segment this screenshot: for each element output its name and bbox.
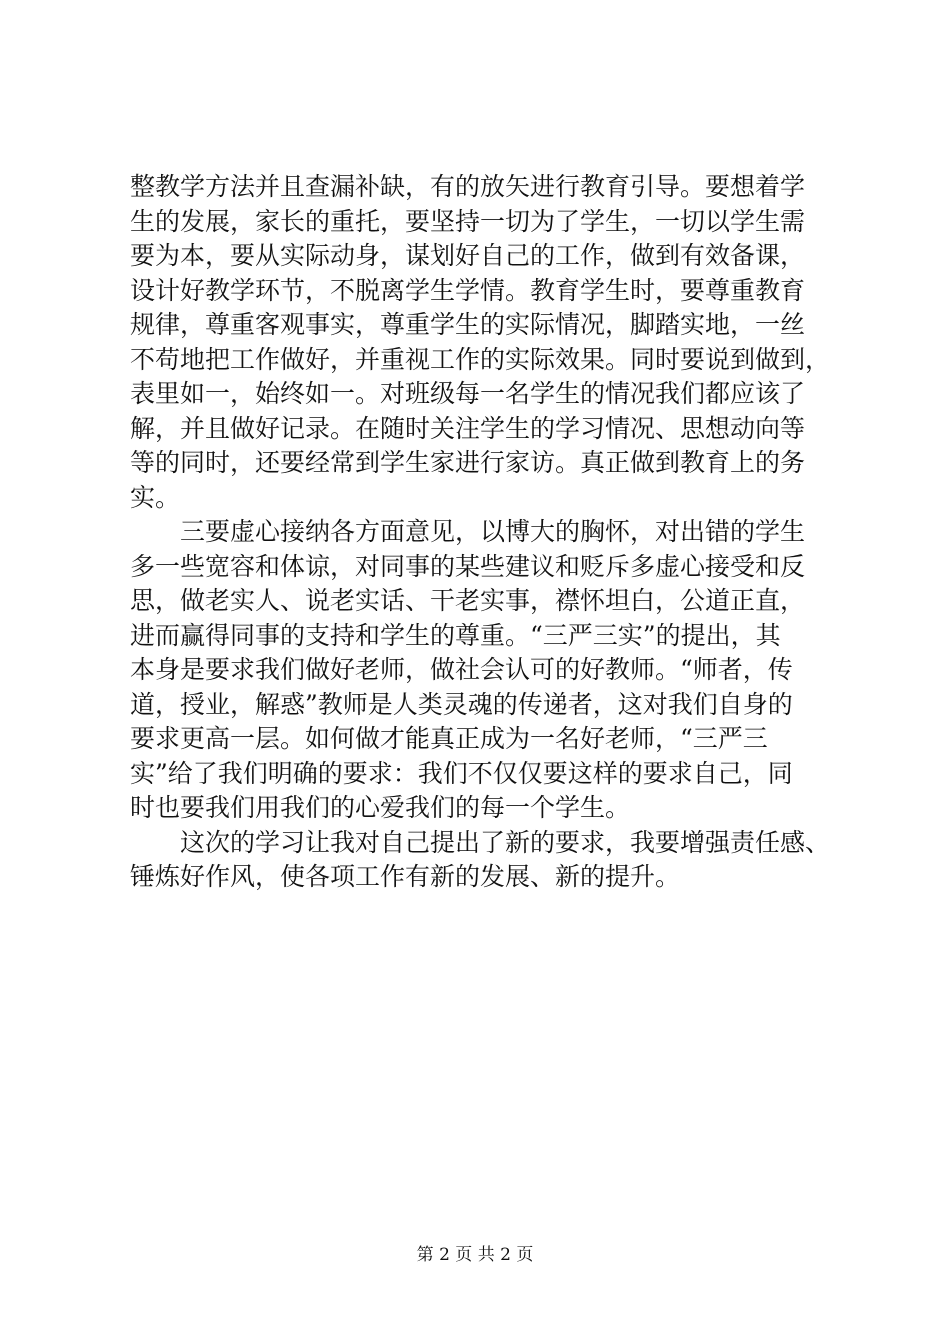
text-line: 进而赢得同事的支持和学生的尊重。“三严三实”的提出，其 <box>130 620 781 650</box>
text-line: 实”给了我们明确的要求：我们不仅仅要这样的要求自己，同 <box>130 758 793 788</box>
paragraph-2 <box>130 515 850 826</box>
text-line: 等的同时，还要经常到学生家进行家访。真正做到教育上的务 <box>130 448 806 477</box>
text-line: 整教学方法并且查漏补缺，有的放矢进行教育引导。要想着学 <box>130 172 806 201</box>
page-number-footer: 第 2 页 共 2 页 <box>416 1245 534 1265</box>
text-line: 要求更高一层。如何做才能真正成为一名好老师，“三严三 <box>130 724 768 753</box>
text-line: 道，授业，解惑”教师是人类灵魂的传递者，这对我们自身的 <box>130 689 793 719</box>
text-line: 三要虚心接纳各方面意见，以博大的胸怀，对出错的学生 <box>180 517 806 546</box>
paragraph-3 <box>130 826 850 895</box>
text-line: 实。 <box>130 482 181 512</box>
text-line: 本身是要求我们做好老师，做社会认可的好教师。“师者，传 <box>130 655 793 684</box>
document-body <box>130 170 850 895</box>
text-line: 这次的学习让我对自己提出了新的要求，我要增强责任感、 <box>180 827 831 857</box>
text-line: 解，并且做好记录。在随时关注学生的学习情况、思想动向等 <box>130 413 806 443</box>
text-line: 不苟地把工作做好，并重视工作的实际效果。同时要说到做到， <box>130 344 831 374</box>
text-line: 表里如一，始终如一。对班级每一名学生的情况我们都应该了 <box>130 379 806 408</box>
paragraph-1 <box>130 170 850 515</box>
text-line: 设计好教学环节，不脱离学生学情。教育学生时，要尊重教育 <box>130 275 806 305</box>
text-line: 规律，尊重客观事实，尊重学生的实际情况，脚踏实地，一丝 <box>130 310 806 339</box>
text-line: 锤炼好作风，使各项工作有新的发展、新的提升。 <box>130 862 681 891</box>
text-line: 生的发展，家长的重托，要坚持一切为了学生，一切以学生需 <box>130 206 806 236</box>
text-line: 时也要我们用我们的心爱我们的每一个学生。 <box>130 793 631 822</box>
text-line: 要为本，要从实际动身，谋划好自己的工作，做到有效备课， <box>130 241 806 270</box>
text-line: 多一些宽容和体谅，对同事的某些建议和贬斥多虚心接受和反 <box>130 551 806 581</box>
text-line: 思，做老实人、说老实话、干老实事，襟怀坦白，公道正直， <box>130 586 806 615</box>
